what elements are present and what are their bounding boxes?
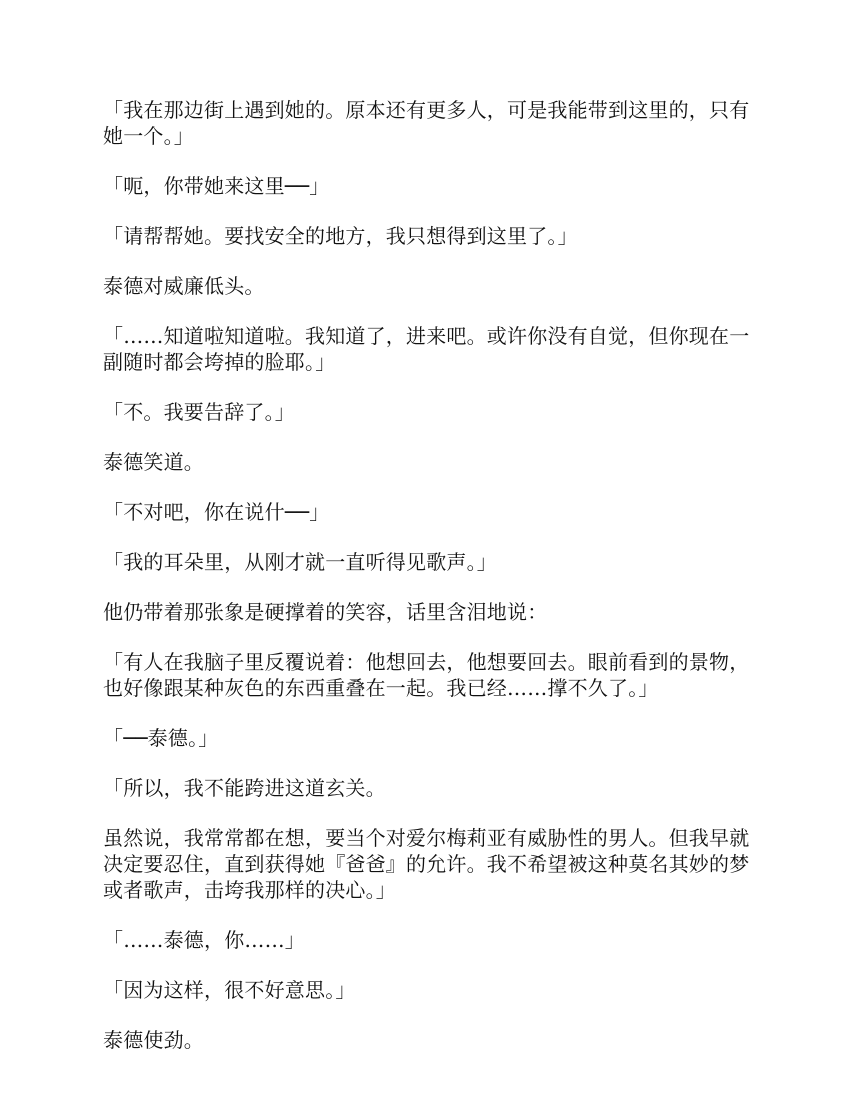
paragraph: 「不对吧，你在说什──」 <box>103 500 330 524</box>
paragraph: 「……泰德，你……」 <box>103 928 305 952</box>
paragraph: 「呃，你带她来这里──」 <box>103 174 330 198</box>
paragraph: 虽然说，我常常都在想，要当个对爱尔梅莉亚有威胁性的男人。但我早就决定要忍住，直到获得她『爸爸』的允许。我不希望被这种莫名其妙的梦或者歌声，击垮我那样的决心。」 <box>103 826 750 902</box>
text-body <box>103 97 753 1077</box>
paragraph: 泰德笑道。 <box>103 450 204 474</box>
paragraph: 「……知道啦知道啦。我知道了，进来吧。或许你没有自觉，但你现在一副随时都会垮掉的脸耶。」 <box>103 324 750 374</box>
paragraph: 他仍带着那张象是硬撑着的笑容，话里含泪地说： <box>103 600 548 624</box>
paragraph: 「──泰德。」 <box>103 726 219 750</box>
paragraph: 「我的耳朵里，从刚才就一直听得见歌声。」 <box>103 550 497 574</box>
paragraph: 泰德对威廉低头。 <box>103 274 265 298</box>
paragraph: 「不。我要告辞了。」 <box>103 400 295 424</box>
paragraph: 「我在那边街上遇到她的。原本还有更多人，可是我能带到这里的，只有她一个。」 <box>103 98 750 148</box>
paragraph: 泰德使劲。 <box>103 1028 204 1052</box>
paragraph: 「所以，我不能跨进这道玄关。 <box>103 776 386 800</box>
paragraph: 「因为这样，很不好意思。」 <box>103 978 356 1002</box>
paragraph: 「有人在我脑子里反覆说着：他想回去，他想要回去。眼前看到的景物，也好像跟某种灰色的东西重叠在一起。我已经……撑不久了。」 <box>103 650 750 700</box>
paragraph: 「请帮帮她。要找安全的地方，我只想得到这里了。」 <box>103 224 578 248</box>
